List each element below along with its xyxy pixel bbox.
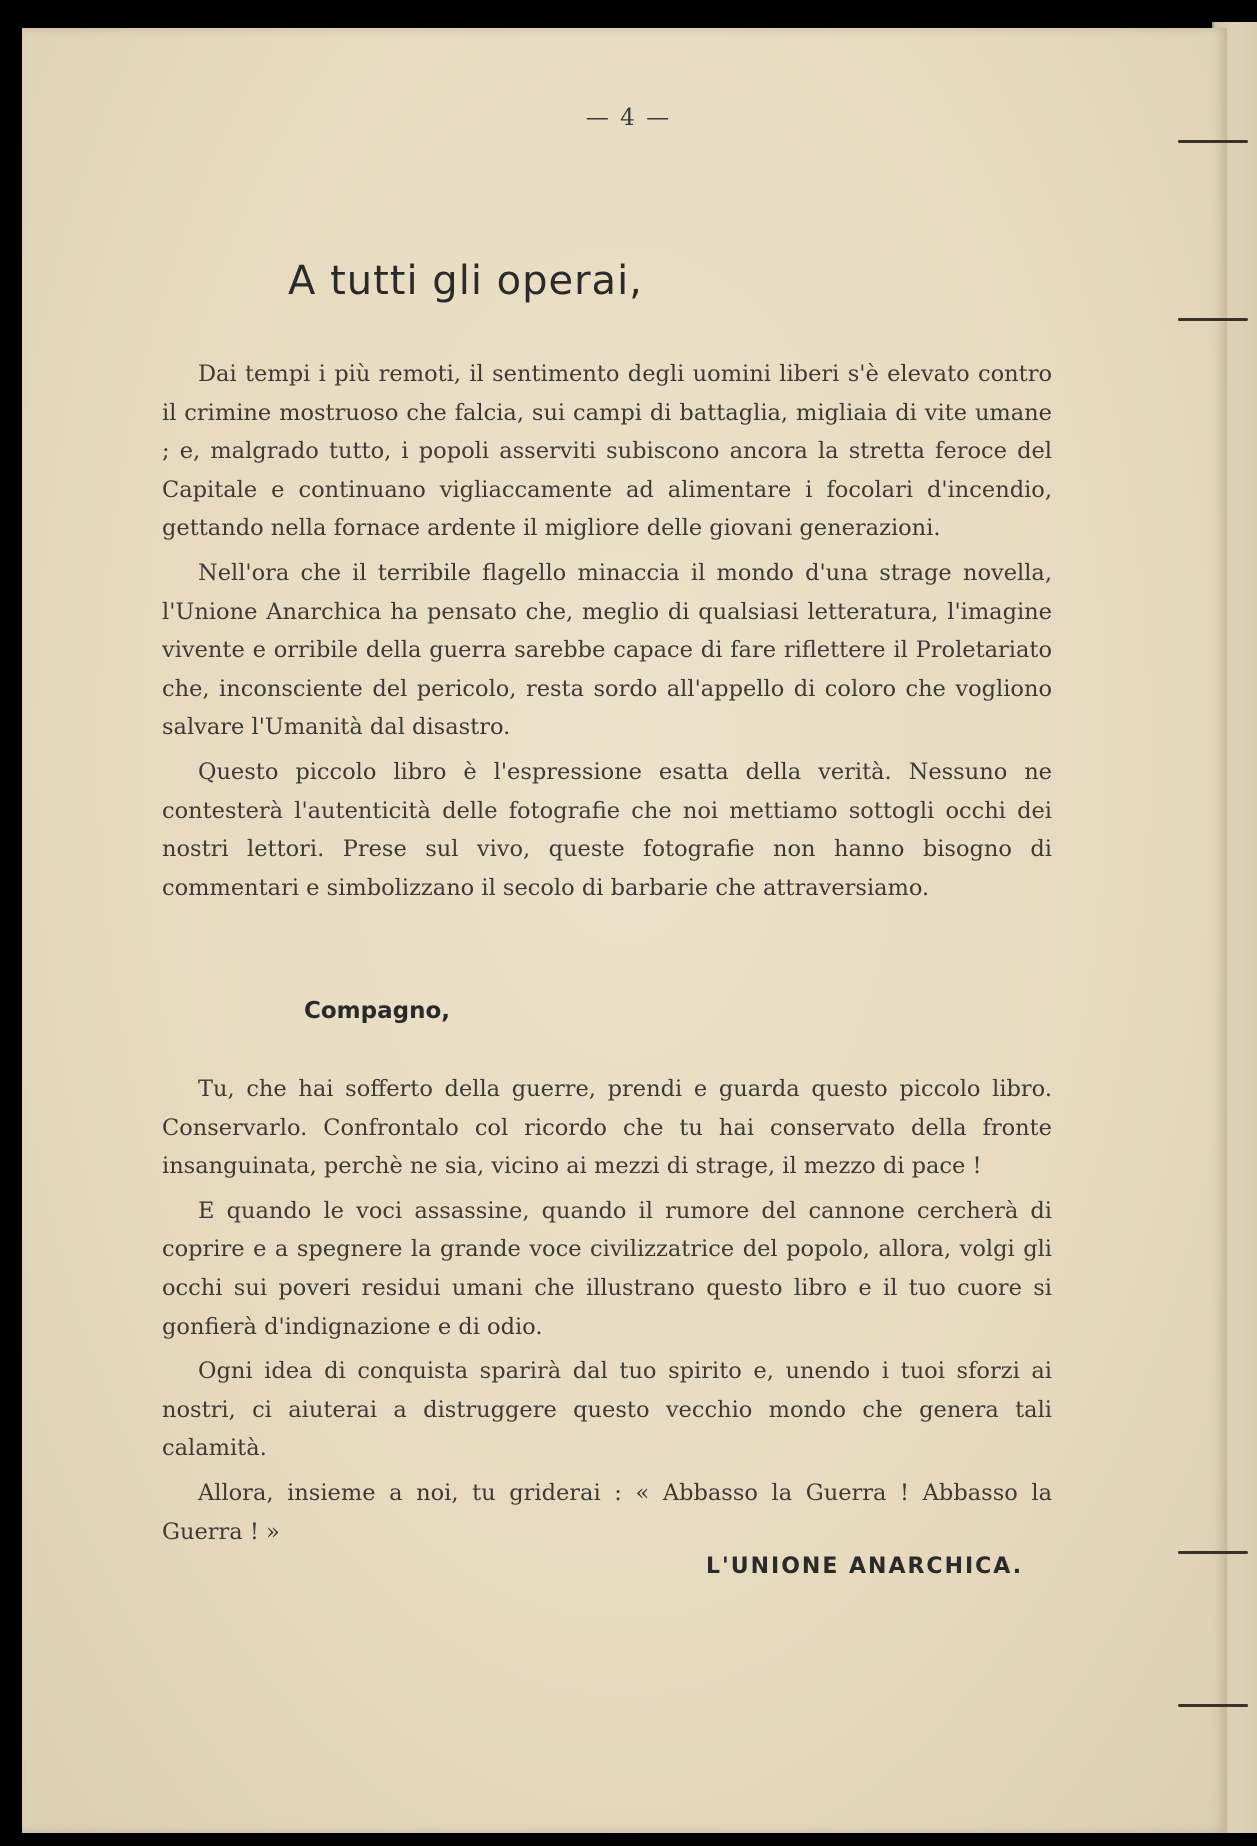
section-appeal — [162, 1070, 1052, 1557]
binding-staple-icon — [1178, 318, 1248, 321]
binding-staple-icon — [1178, 1551, 1248, 1554]
page-title: A tutti gli operai, — [288, 258, 643, 304]
paragraph: Nell'ora che il terribile flagello minaccia il mondo d'una strage novella, l'Unione Anarchica ha pensato che, meglio di qualsiasi letteratura, l'imagine vivente e orribile della guerra sarebbe capace di fare riflettere il Proletariato che, inconsciente del pericolo, resta sordo all'appello di coloro che vogliono salvare l'Umanità dal disastro. — [162, 559, 1052, 741]
paragraph: Tu, che hai sofferto della guerre, prendi e guarda questo piccolo libro. Conservarlo. Confrontalo col ricordo che tu hai conservato della fronte insanguinata, perchè ne sia, vicino ai mezzi di strage, il mezzo di pace ! — [162, 1076, 1052, 1180]
binding-staple-icon — [1178, 140, 1248, 143]
section-intro — [162, 355, 1052, 913]
binding-staple-icon — [1178, 1704, 1248, 1707]
paragraph: Dai tempi i più remoti, il sentimento degli uomini liberi s'è elevato contro il crimine mostruoso che falcia, sui campi di battaglia, migliaia di vite umane ; e, malgrado tutto, i popoli asserviti subiscono ancora la stretta feroce del Capitale e continuano vigliaccamente ad alimentare i focolari d'incendio, gettando nella fornace ardente il migliore delle giovani generazioni. — [162, 361, 1052, 542]
section-heading: Compagno, — [304, 998, 451, 1024]
paragraph: Questo piccolo libro è l'espressione esatta della verità. Nessuno ne contesterà l'autenticità delle fotografie che noi mettiamo sottogli occhi dei nostri lettori. Prese sul vivo, queste fotografie non hanno bisogno di commentari e simbolizzano il secolo di barbarie che attraversiamo. — [162, 758, 1052, 901]
paragraph: Ogni idea di conquista sparirà dal tuo spirito e, unendo i tuoi sforzi ai nostri, ci aiuterai a distruggere questo vecchio mondo che genera tali calamità. — [162, 1358, 1052, 1462]
page-number: — 4 — — [585, 105, 672, 131]
paragraph: Allora, insieme a noi, tu griderai : « Abbasso la Guerra ! Abbasso la Guerra ! » — [162, 1479, 1052, 1545]
paragraph: E quando le voci assassine, quando il rumore del cannone cercherà di coprire e a spegnere la grande voce civilizzatrice del popolo, allora, volgi gli occhi sui poveri residui umani che illustrano questo libro e il tuo cuore si gonfierà d'indignazione e di odio. — [162, 1197, 1052, 1340]
signature: L'UNIONE ANARCHICA. — [706, 1554, 1024, 1579]
